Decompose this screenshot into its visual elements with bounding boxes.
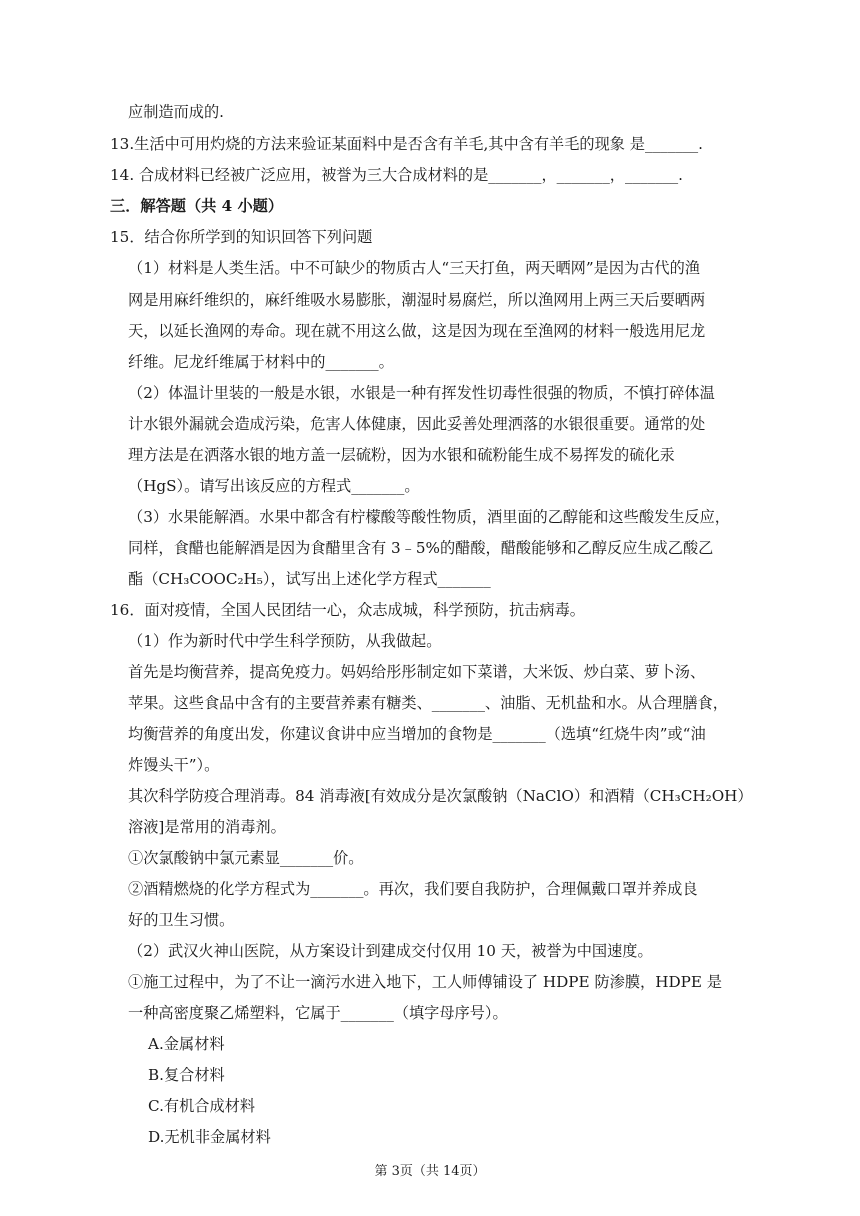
text-line: 苹果。这些食品中含有的主要营养素有糖类、_______、油脂、无机盐和水。从合理膳食， — [128, 694, 728, 712]
text-line: 炸馒头干”）。 — [128, 756, 220, 774]
text-line: （1）材料是人类生活。中不可缺少的物质古人“三天打鱼，两天晒网”是因为古代的渔 — [128, 259, 700, 277]
text-line: 首先是均衡营养，提高免疫力。妈妈给彤彤制定如下菜谱，大米饭、炒白菜、萝卜汤、 — [128, 663, 706, 681]
question-15: 15．结合你所学到的知识回答下列问题 — [110, 228, 373, 246]
text-line: ①次氯酸钠中氯元素显_______价。 — [128, 849, 364, 867]
text-line: （HgS）。请写出该反应的方程式_______。 — [128, 477, 420, 495]
text-line: 应制造而成的. — [128, 103, 224, 121]
option-c: C.有机合成材料 — [148, 1097, 256, 1115]
text-line: （2）体温计里装的一般是水银，水银是一种有挥发性切毒性很强的物质，不慎打碎体温 — [128, 384, 715, 402]
text-line: 计水银外漏就会造成污染，危害人体健康，因此妥善处理洒落的水银很重要。通常的处 — [128, 415, 706, 433]
text-line: 天，以延长渔网的寿命。现在就不用这么做，这是因为现在至渔网的材料一般选用尼龙 — [128, 322, 706, 340]
section-heading: 三．解答题（共 4 小题） — [110, 197, 284, 215]
text-line: （3）水果能解酒。水果中都含有柠檬酸等酸性物质，酒里面的乙醇能和这些酸发生反应， — [128, 508, 730, 526]
text-line: 均衡营养的角度出发，你建议食讲中应当增加的食物是_______（选填“红烧牛肉”或“油 — [128, 725, 706, 743]
text-line: ①施工过程中，为了不让一滴污水进入地下，工人师傅铺设了 HDPE 防渗膜，HDPE 是 — [128, 973, 722, 991]
text-line: ②酒精燃烧的化学方程式为_______。再次，我们要自我防护，合理佩戴口罩并养成良 — [128, 880, 698, 898]
text-line: 一种高密度聚乙烯塑料，它属于_______（填字母序号）。 — [128, 1004, 508, 1022]
question-13: 13.生活中可用灼烧的方法来验证某面料中是否含有羊毛,其中含有羊毛的现象 是_______. — [110, 135, 703, 153]
text-line: （1）作为新时代中学生科学预防，从我做起。 — [128, 632, 442, 650]
text-line: （2）武汉火神山医院，从方案设计到建成交付仅用 10 天，被誉为中国速度。 — [128, 942, 653, 960]
question-16: 16．面对疫情，全国人民团结一心，众志成城，科学预防，抗击病毒。 — [110, 601, 585, 619]
text-line: 好的卫生习惯。 — [128, 911, 235, 929]
question-14: 14. 合成材料已经被广泛应用，被誉为三大合成材料的是_______，_______，_______. — [110, 166, 683, 184]
option-a: A.金属材料 — [148, 1035, 225, 1053]
text-line: 纤维。尼龙纤维属于材料中的_______。 — [128, 353, 394, 371]
option-b: B.复合材料 — [148, 1066, 225, 1084]
text-line: 溶液]是常用的消毒剂。 — [128, 818, 286, 836]
text-line: 网是用麻纤维织的，麻纤维吸水易膨胀，潮湿时易腐烂，所以渔网用上两三天后要晒两 — [128, 291, 706, 309]
text-line: 酯（CH₃COOC₂H₅），试写出上述化学方程式_______ — [128, 570, 491, 588]
text-line: 理方法是在洒落水银的地方盖一层硫粉，因为水银和硫粉能生成不易挥发的硫化汞 — [128, 446, 675, 464]
page-footer: 第 3页（共 14页） — [374, 1164, 486, 1179]
option-d: D.无机非金属材料 — [148, 1128, 271, 1146]
text-line: 同样，食醋也能解酒是因为食醋里含有 3﹣5%的醋酸，醋酸能够和乙醇反应生成乙酸乙 — [128, 539, 714, 557]
text-line: 其次科学防疫合理消毒。84 消毒液[有效成分是次氯酸钠（NaClO）和酒精（CH₃CH₂OH） — [128, 787, 753, 805]
